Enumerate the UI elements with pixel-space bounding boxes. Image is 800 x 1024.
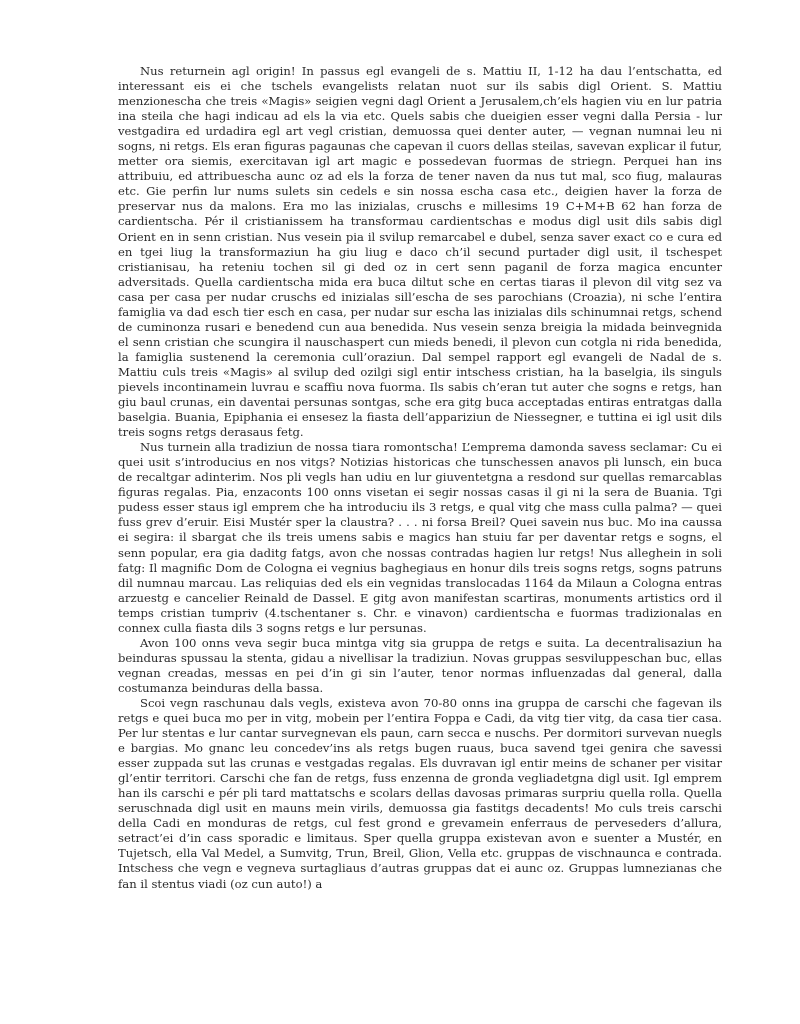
paragraph-tradition: Nus turnein alla tradiziun de nossa tiara romontscha! L’emprema damonda savess seclamar: Cu ei quei usit s’introducius en nos vitgs? Notizias historicas che tunschessen anavos pli lunsch, ein buca de recaltgar adinterim. Nos pli vegls han udiu en lur giuventetgna a resdond sur quellas remarcablas figuras regalas. Pia, enzaconts 100 onns visetan ei segir nossas casas il gi ni la sera de Buania. Tgi pudess esser staus igl emprem che ha introduciu ils 3 retgs, e qual vitg che mass culla palma? — quei fuss grev d’eruir. Eisi Mustér sper la claustra? . . . ni forsa Breil? Quei savein nus buc. Mo ina caussa ei segira: il sbargat che ils treis umens sabis e magics han stuiu far per daventar retgs e sogns, el senn popular, era gia daditg fatgs, avon che nossas contradas hagien lur retgs! Nus alleghein in soli fatg: Il magnific Dom de Cologna ei vegnius baghegiaus en honur dils treis sogns retgs, sogns patruns dil numnau marcau. Las reliquias ded els ein vegnidas translocadas 1164 da Milaun a Cologna entras arzuestg e cancelier Reinald de Dassel. E gitg avon manifestan scartiras, monuments artistics ord il temps cristian tumpriv (4.tschentaner s. Chr. e vinavon) cardientscha e fuormas tradizionalas en connex culla fiasta dils 3 sogns retgs e lur persunas. (118, 440, 722, 635)
document-page (118, 64, 722, 892)
paragraph-origins: Nus returnein agl origin! In passus egl evangeli de s. Mattiu II, 1-12 ha dau l’entschatta, ed interessant eis ei che tschels evangelists relatan nuot sur ils sabis digl Orient. S. Mattiu menzionescha che treis «Magis» seigien vegni dagl Orient a Jerusalem,ch’els hagien viu en lur patria ina steila che hagi indicau ad els la via etc. Quels sabis che dueigien esser vegni dalla Persia - lur vestgadira ed urdadira egl art vegl cristian, demuossa quei denter auter, — vegnan numnai leu ni sogns, ni retgs. Els eran figuras pagaunas che capevan il cuors dellas steilas, savevan explicar il futur, metter ora siemis, exercitavan igl art magic e possedevan fuormas de striegn. Perquei han ins attribuiu, ed attribuescha aunc oz ad els la forza de tener naven da nus tut mal, sco fiug, malauras etc. Gie perfin lur nums sulets sin cedels e sin nossa escha casa etc., deigien haver la forza de preservar nus da malons. Era mo las inizialas, cruschs e millesims 19 C+M+B 62 han forza de cardientscha. Pér il cristianissem ha transformau cardientschas e modus digl usit dils sabis digl Orient en in senn cristian. Nus vesein pia il svilup remarcabel e dubel, senza saver exact co e cura ed en tgei liug la transformaziun ha giu liug e daco ch’il secund purtader digl usit, il tschespet cristianisau, ha reteniu tochen sil gi ded oz in cert senn paganil de forza magica encunter adversitads. Quella cardientscha mida era buca diltut sche en certas tiaras il plevon dil vitg sez va casa per casa per nudar cruschs ed inizialas sill’escha de ses parochians (Croazia), ni sche l’entira famiglia va dad esch tier esch en casa, per nudar sur escha las inizialas dils schinumnai retgs, schend de cuminonza rusari e benedend cun aua benedida. Nus vesein senza breigia la midada beinvegnida el senn cristian che scungira il nauschaspert cun mieds benedi, il plevon cun cotgla ni rida benedida, la famiglia sustenend la ceremonia cull’oraziun. Dal sempel rapport egl evangeli de Nadal de s. Mattiu culs treis «Magis» al svilup ded ozilgi sigl entir intschess cristian, ha la baselgia, ils singuls pievels incontinamein luvrau e scaffiu nova fuorma. Ils sabis ch’eran tut auter che sogns e retgs, han giu baul crunas, ein daventai persunas sontgas, sche era gitg buca acceptadas entiras entratgas dalla baselgia. Buania, Epiphania ei ensesez la fiasta dell’appariziun de Niessegner, e tuttina ei igl usit dils treis sogns retgs derasaus fetg. (118, 64, 722, 440)
paragraph-carschi-group: Scoi vegn raschunau dals vegls, existeva avon 70-80 onns ina gruppa de carschi che fagevan ils retgs e quei buca mo per in vitg, mobein per l’entira Foppa e Cadi, da vitg tier vitg, da casa tier casa. Per lur stentas e lur cantar survegnevan els paun, carn secca e nuschs. Per dormitori survevan nuegls e bargias. Mo gnanc leu concedev’ins als retgs bugen ruaus, buca savend tgei genira che savessi esser zuppada sut las crunas e vestgadas regalas. Els duvravan igl entir meins de schaner per visitar gl’entir territori. Carschi che fan de retgs, fuss enzenna de gronda vegliadetgna digl usit. Igl emprem han ils carschi e pér pli tard mattatschs e scolars dellas davosas primaras surpriu quella rolla. Quella seruschnada digl usit en mauns mein virils, demuossa gia fastitgs decadents! Mo culs treis carschi della Cadi en monduras de retgs, cul fest grond e grevamein enferraus de perveseders d’allura, setract’ei d’in cass sporadic e limitaus. Sper quella gruppa existevan avon e suenter a Mustér, en Tujetsch, ella Val Medel, a Sumvitg, Trun, Breil, Glion, Vella etc. gruppas de vischnaunca e contrada. Intschess che vegn e vegneva surtagliaus d’autras gruppas dat ei aunc oz. Gruppas lumnezianas che fan il stentus viadi (oz cun auto!) a (118, 695, 722, 891)
paragraph-decentralisation: Avon 100 onns veva segir buca mintga vitg sia gruppa de retgs e suita. La decentralisaziun ha beinduras spussau la stenta, gidau a nivellisar la tradiziun. Novas gruppas sesviluppeschan buc, ellas vegnan creadas, messas en pei d’in gi sin l’auter, tenor normas influenzadas dal general, dalla costumanza beinduras della bassa. (118, 635, 722, 695)
